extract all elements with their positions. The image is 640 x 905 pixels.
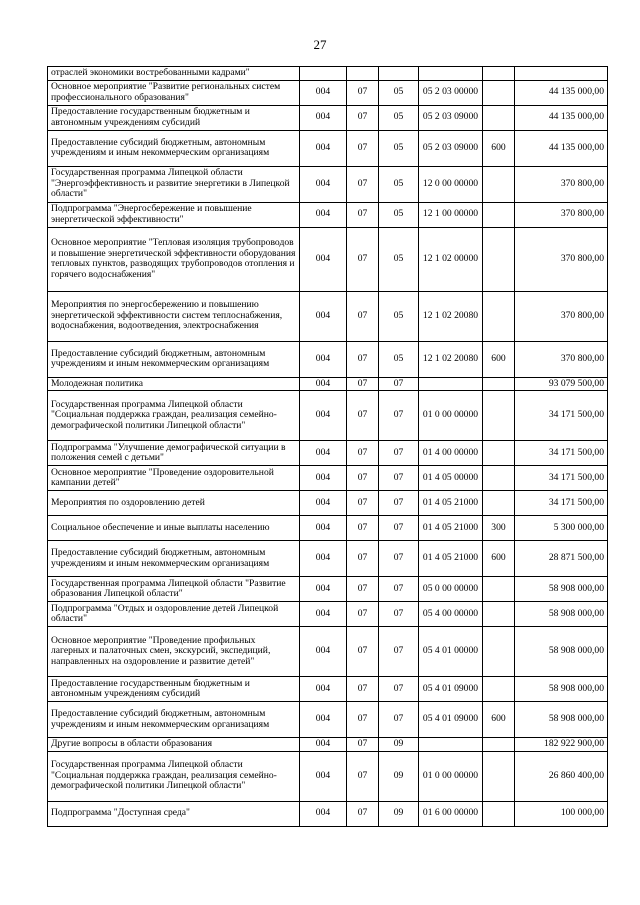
row-amount: 34 171 500,00 xyxy=(515,466,608,491)
row-name: Предоставление субсидий бюджетным, автономным учреждениям и иным некоммерческим организациям xyxy=(48,341,300,377)
row-expense-type-code xyxy=(483,602,515,627)
row-expense-type-code xyxy=(483,577,515,602)
row-subsection-code: 07 xyxy=(379,677,419,702)
table-row xyxy=(48,702,608,738)
row-subsection-code: 05 xyxy=(379,105,419,130)
row-grbs-code: 004 xyxy=(300,602,347,627)
row-name: Мероприятия по оздоровлению детей xyxy=(48,491,300,516)
row-name: Социальное обеспечение и иные выплаты населению xyxy=(48,516,300,541)
row-name: Государственная программа Липецкой области "Социальная поддержка граждан, реализация семейно-демографической политики Липецкой области" xyxy=(48,751,300,801)
row-expense-type-code xyxy=(483,627,515,677)
row-target-article-code: 01 6 00 00000 xyxy=(419,801,483,826)
table-row xyxy=(48,227,608,291)
row-section-code: 07 xyxy=(347,166,379,202)
row-section-code: 07 xyxy=(347,466,379,491)
row-amount: 58 908 000,00 xyxy=(515,602,608,627)
table-row xyxy=(48,202,608,227)
row-grbs-code: 004 xyxy=(300,441,347,466)
row-subsection-code: 09 xyxy=(379,751,419,801)
row-target-article-code: 05 4 01 00000 xyxy=(419,627,483,677)
row-expense-type-code xyxy=(483,227,515,291)
row-subsection-code: 05 xyxy=(379,202,419,227)
row-section-code: 07 xyxy=(347,751,379,801)
row-section-code: 07 xyxy=(347,677,379,702)
row-grbs-code: 004 xyxy=(300,391,347,441)
row-amount: 370 800,00 xyxy=(515,341,608,377)
row-target-article-code xyxy=(419,377,483,391)
row-section-code: 07 xyxy=(347,541,379,577)
row-amount: 26 860 400,00 xyxy=(515,751,608,801)
row-target-article-code: 01 0 00 00000 xyxy=(419,391,483,441)
row-section-code: 07 xyxy=(347,627,379,677)
row-target-article-code: 12 1 00 00000 xyxy=(419,202,483,227)
row-subsection-code: 07 xyxy=(379,466,419,491)
row-section-code: 07 xyxy=(347,577,379,602)
row-subsection-code: 07 xyxy=(379,627,419,677)
row-grbs-code: 004 xyxy=(300,577,347,602)
row-expense-type-code xyxy=(483,801,515,826)
row-expense-type-code xyxy=(483,202,515,227)
row-target-article-code: 05 0 00 00000 xyxy=(419,577,483,602)
row-target-article-code: 05 2 03 09000 xyxy=(419,105,483,130)
row-name: Государственная программа Липецкой области "Социальная поддержка граждан, реализация семейно-демографической политики Липецкой области" xyxy=(48,391,300,441)
row-amount xyxy=(515,67,608,81)
row-name: Основное мероприятие "Развитие региональных систем профессионального образования" xyxy=(48,80,300,105)
table-row xyxy=(48,677,608,702)
row-name: Основное мероприятие "Тепловая изоляция трубопроводов и повышение энергетической эффективности оборудования тепловых пунктов, разводящих трубопроводов отопления и горячего водоснабжения" xyxy=(48,227,300,291)
row-section-code: 07 xyxy=(347,227,379,291)
row-amount: 100 000,00 xyxy=(515,801,608,826)
row-amount: 44 135 000,00 xyxy=(515,105,608,130)
row-name: Мероприятия по энергосбережению и повышению энергетической эффективности систем теплоснабжения, водоснабжения, водоотведения, электроснабжения xyxy=(48,291,300,341)
row-expense-type-code xyxy=(483,377,515,391)
row-section-code: 07 xyxy=(347,291,379,341)
row-expense-type-code xyxy=(483,391,515,441)
row-subsection-code: 05 xyxy=(379,166,419,202)
row-grbs-code: 004 xyxy=(300,751,347,801)
row-subsection-code: 07 xyxy=(379,377,419,391)
row-name: Подпрограмма "Отдых и оздоровление детей Липецкой области" xyxy=(48,602,300,627)
row-section-code: 07 xyxy=(347,801,379,826)
row-name: Предоставление государственным бюджетным и автономным учреждениям субсидий xyxy=(48,677,300,702)
row-subsection-code: 07 xyxy=(379,702,419,738)
row-target-article-code: 12 1 02 00000 xyxy=(419,227,483,291)
row-expense-type-code xyxy=(483,67,515,81)
row-amount: 34 171 500,00 xyxy=(515,441,608,466)
row-name: Подпрограмма "Доступная среда" xyxy=(48,801,300,826)
row-subsection-code: 05 xyxy=(379,341,419,377)
row-grbs-code: 004 xyxy=(300,291,347,341)
row-section-code: 07 xyxy=(347,441,379,466)
row-section-code xyxy=(347,67,379,81)
table-row xyxy=(48,391,608,441)
row-grbs-code: 004 xyxy=(300,202,347,227)
row-target-article-code: 12 1 02 20080 xyxy=(419,291,483,341)
row-grbs-code: 004 xyxy=(300,341,347,377)
row-expense-type-code xyxy=(483,166,515,202)
row-grbs-code: 004 xyxy=(300,801,347,826)
row-subsection-code: 05 xyxy=(379,130,419,166)
row-subsection-code: 05 xyxy=(379,291,419,341)
row-name: Другие вопросы в области образования xyxy=(48,738,300,752)
row-grbs-code: 004 xyxy=(300,105,347,130)
row-amount: 58 908 000,00 xyxy=(515,627,608,677)
row-target-article-code: 05 4 00 00000 xyxy=(419,602,483,627)
row-grbs-code: 004 xyxy=(300,627,347,677)
row-subsection-code: 07 xyxy=(379,541,419,577)
table-body xyxy=(48,67,608,827)
row-section-code: 07 xyxy=(347,341,379,377)
page-number: 27 xyxy=(313,37,327,52)
row-amount: 44 135 000,00 xyxy=(515,80,608,105)
row-name: Молодежная политика xyxy=(48,377,300,391)
row-section-code: 07 xyxy=(347,516,379,541)
row-name: Подпрограмма "Улучшение демографической ситуации в положения семей с детьми" xyxy=(48,441,300,466)
row-amount: 58 908 000,00 xyxy=(515,577,608,602)
table-row xyxy=(48,166,608,202)
row-expense-type-code xyxy=(483,105,515,130)
row-grbs-code: 004 xyxy=(300,491,347,516)
row-subsection-code: 05 xyxy=(379,80,419,105)
table-row xyxy=(48,441,608,466)
budget-table xyxy=(47,66,608,827)
row-section-code: 07 xyxy=(347,391,379,441)
row-expense-type-code: 300 xyxy=(483,516,515,541)
table-row xyxy=(48,738,608,752)
table-row xyxy=(48,516,608,541)
table-row xyxy=(48,377,608,391)
row-name: Предоставление субсидий бюджетным, автономным учреждениям и иным некоммерческим организациям xyxy=(48,541,300,577)
row-name: Предоставление субсидий бюджетным, автономным учреждениям и иным некоммерческим организациям xyxy=(48,130,300,166)
row-name: отраслей экономики востребованными кадрами" xyxy=(48,67,300,81)
table-row xyxy=(48,291,608,341)
row-grbs-code: 004 xyxy=(300,466,347,491)
table-row xyxy=(48,577,608,602)
row-expense-type-code xyxy=(483,491,515,516)
row-name: Подпрограмма "Энергосбережение и повышение энергетической эффективности" xyxy=(48,202,300,227)
row-target-article-code xyxy=(419,738,483,752)
row-name: Основное мероприятие "Проведение оздоровительной кампании детей" xyxy=(48,466,300,491)
row-expense-type-code xyxy=(483,291,515,341)
row-target-article-code: 01 4 05 00000 xyxy=(419,466,483,491)
row-subsection-code: 07 xyxy=(379,441,419,466)
row-expense-type-code xyxy=(483,677,515,702)
row-amount: 5 300 000,00 xyxy=(515,516,608,541)
row-section-code: 07 xyxy=(347,702,379,738)
row-amount: 370 800,00 xyxy=(515,291,608,341)
row-name: Государственная программа Липецкой области "Развитие образования Липецкой области" xyxy=(48,577,300,602)
row-target-article-code xyxy=(419,67,483,81)
row-grbs-code: 004 xyxy=(300,738,347,752)
row-expense-type-code: 600 xyxy=(483,541,515,577)
row-amount: 370 800,00 xyxy=(515,166,608,202)
row-section-code: 07 xyxy=(347,377,379,391)
row-target-article-code: 05 2 03 00000 xyxy=(419,80,483,105)
row-subsection-code: 07 xyxy=(379,577,419,602)
row-expense-type-code xyxy=(483,441,515,466)
row-section-code: 07 xyxy=(347,202,379,227)
row-name: Государственная программа Липецкой области "Энергоэффективность и развитие энергетики в Липецкой области" xyxy=(48,166,300,202)
row-amount: 58 908 000,00 xyxy=(515,677,608,702)
table-row xyxy=(48,541,608,577)
row-section-code: 07 xyxy=(347,738,379,752)
row-target-article-code: 01 4 05 21000 xyxy=(419,516,483,541)
row-amount: 34 171 500,00 xyxy=(515,491,608,516)
row-subsection-code: 09 xyxy=(379,738,419,752)
table-row xyxy=(48,105,608,130)
table-row xyxy=(48,491,608,516)
row-grbs-code: 004 xyxy=(300,80,347,105)
row-target-article-code: 12 1 02 20080 xyxy=(419,341,483,377)
row-expense-type-code xyxy=(483,738,515,752)
row-amount: 28 871 500,00 xyxy=(515,541,608,577)
row-target-article-code: 01 4 00 00000 xyxy=(419,441,483,466)
row-subsection-code: 05 xyxy=(379,227,419,291)
table-row xyxy=(48,627,608,677)
row-target-article-code: 01 4 05 21000 xyxy=(419,491,483,516)
table-row xyxy=(48,67,608,81)
row-amount: 34 171 500,00 xyxy=(515,391,608,441)
row-grbs-code: 004 xyxy=(300,516,347,541)
row-amount: 93 079 500,00 xyxy=(515,377,608,391)
row-expense-type-code: 600 xyxy=(483,341,515,377)
table-row xyxy=(48,751,608,801)
row-subsection-code: 07 xyxy=(379,516,419,541)
row-section-code: 07 xyxy=(347,602,379,627)
table-row xyxy=(48,130,608,166)
row-target-article-code: 01 0 00 00000 xyxy=(419,751,483,801)
row-grbs-code: 004 xyxy=(300,541,347,577)
row-grbs-code: 004 xyxy=(300,166,347,202)
table-row xyxy=(48,801,608,826)
row-subsection-code: 07 xyxy=(379,391,419,441)
row-target-article-code: 12 0 00 00000 xyxy=(419,166,483,202)
row-name: Основное мероприятие "Проведение профильных лагерных и палаточных смен, экскурсий, экспедиций, направленных на оздоровление и развитие детей" xyxy=(48,627,300,677)
row-amount: 370 800,00 xyxy=(515,227,608,291)
row-expense-type-code xyxy=(483,751,515,801)
row-target-article-code: 05 4 01 09000 xyxy=(419,702,483,738)
row-amount: 58 908 000,00 xyxy=(515,702,608,738)
row-subsection-code: 07 xyxy=(379,602,419,627)
row-grbs-code: 004 xyxy=(300,227,347,291)
row-grbs-code: 004 xyxy=(300,130,347,166)
row-amount: 370 800,00 xyxy=(515,202,608,227)
row-name: Предоставление субсидий бюджетным, автономным учреждениям и иным некоммерческим организациям xyxy=(48,702,300,738)
row-expense-type-code xyxy=(483,80,515,105)
table-row xyxy=(48,466,608,491)
table-row xyxy=(48,602,608,627)
row-subsection-code xyxy=(379,67,419,81)
row-grbs-code xyxy=(300,67,347,81)
row-target-article-code: 05 2 03 09000 xyxy=(419,130,483,166)
table-row xyxy=(48,80,608,105)
row-target-article-code: 01 4 05 21000 xyxy=(419,541,483,577)
row-section-code: 07 xyxy=(347,130,379,166)
table-row xyxy=(48,341,608,377)
row-section-code: 07 xyxy=(347,105,379,130)
row-name: Предоставление государственным бюджетным и автономным учреждениям субсидий xyxy=(48,105,300,130)
row-expense-type-code: 600 xyxy=(483,130,515,166)
row-amount: 44 135 000,00 xyxy=(515,130,608,166)
row-section-code: 07 xyxy=(347,491,379,516)
row-amount: 182 922 900,00 xyxy=(515,738,608,752)
row-grbs-code: 004 xyxy=(300,702,347,738)
row-expense-type-code: 600 xyxy=(483,702,515,738)
row-subsection-code: 09 xyxy=(379,801,419,826)
row-grbs-code: 004 xyxy=(300,377,347,391)
row-subsection-code: 07 xyxy=(379,491,419,516)
row-grbs-code: 004 xyxy=(300,677,347,702)
row-section-code: 07 xyxy=(347,80,379,105)
row-target-article-code: 05 4 01 09000 xyxy=(419,677,483,702)
row-expense-type-code xyxy=(483,466,515,491)
